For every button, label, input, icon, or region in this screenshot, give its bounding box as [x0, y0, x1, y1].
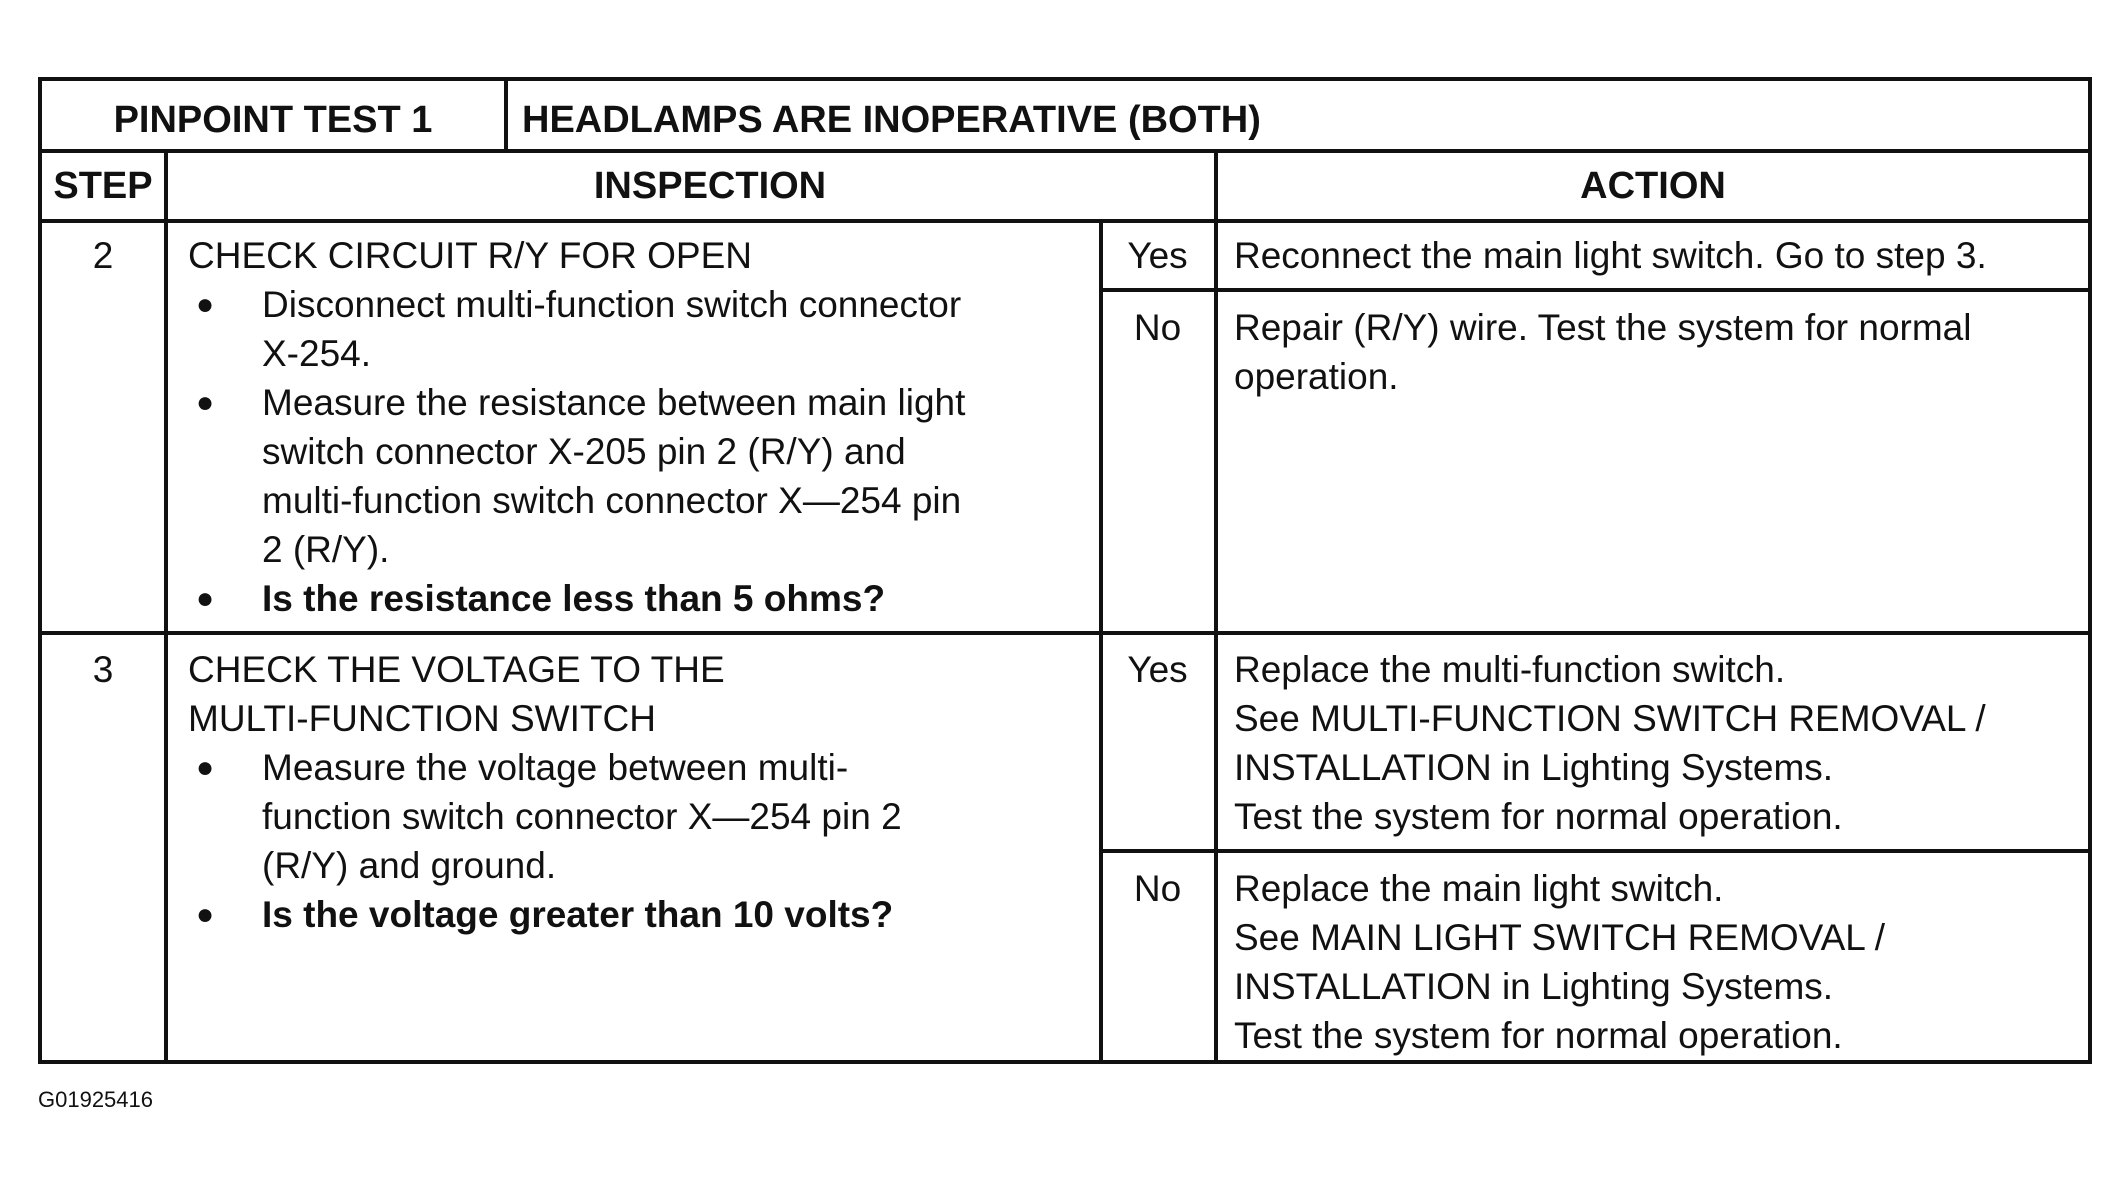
action-column-divider [1214, 149, 1218, 1064]
yes-no-rule [1099, 288, 2088, 292]
result-yes-label: Yes [1127, 649, 1188, 690]
list-item: ● Measure the resistance between main light switch connector X-205 pin 2 (R/Y) and multi-function switch connector X—254 pin 2 (R/Y). [188, 378, 968, 574]
bullet-icon: ● [196, 898, 215, 931]
pinpoint-test-table [38, 77, 2092, 1064]
step-inspection [188, 645, 968, 939]
step-heading: CHECK CIRCUIT R/Y FOR OPEN [188, 235, 752, 276]
action-line: See MULTI-FUNCTION SWITCH REMOVAL / [1234, 698, 1986, 739]
test-label: PINPOINT TEST 1 [113, 99, 433, 141]
list-item: ● Disconnect multi-function switch connector X-254. [188, 280, 968, 378]
bullet-icon: ● [196, 582, 215, 615]
result-no-label: No [1133, 868, 1182, 909]
step-inspection [188, 231, 968, 623]
step-rule [42, 631, 2088, 635]
action-line: Test the system for normal operation. [1234, 1015, 1843, 1056]
inspection-list [188, 280, 968, 623]
step-number: 2 [92, 235, 114, 276]
result-no-label: No [1133, 307, 1182, 348]
title-divider [504, 81, 508, 153]
step-column-divider [164, 149, 168, 1064]
list-item: ● Measure the voltage between multi-function switch connector X—254 pin 2 (R/Y) and ground. [188, 743, 968, 890]
result-yes-label: Yes [1127, 235, 1188, 276]
yes-no-rule [1099, 849, 2088, 853]
figure-id: G01925416 [38, 1087, 153, 1112]
result-yes-action [1234, 645, 2084, 841]
bullet-icon: ● [196, 751, 215, 784]
bullet-icon: ● [196, 288, 215, 321]
step-heading: CHECK THE VOLTAGE TO THE [188, 649, 725, 690]
result-yes-action: Reconnect the main light switch. Go to step 3. [1234, 235, 1987, 276]
bullet-icon: ● [196, 386, 215, 419]
test-title: HEADLAMPS ARE INOPERATIVE (BOTH) [522, 99, 1261, 141]
step-number: 3 [92, 649, 114, 690]
list-item-question: ● Is the resistance less than 5 ohms? [188, 574, 968, 623]
header-rule [42, 219, 2088, 223]
action-line: Replace the multi-function switch. [1234, 649, 1786, 690]
column-header-inspection: INSPECTION [593, 165, 827, 207]
list-item-question: ● Is the voltage greater than 10 volts? [188, 890, 968, 939]
column-header-step: STEP [53, 165, 153, 207]
step-heading: MULTI-FUNCTION SWITCH [188, 698, 656, 739]
result-no-action [1234, 864, 2084, 1060]
action-line: INSTALLATION in Lighting Systems. [1234, 966, 1834, 1007]
action-line: INSTALLATION in Lighting Systems. [1234, 747, 1834, 788]
result-no-action: Repair (R/Y) wire. Test the system for normal operation. [1234, 307, 1972, 397]
action-line: Test the system for normal operation. [1234, 796, 1843, 837]
action-line: See MAIN LIGHT SWITCH REMOVAL / [1234, 917, 1886, 958]
action-line: Replace the main light switch. [1234, 868, 1724, 909]
inspection-list [188, 743, 968, 939]
column-header-action: ACTION [1580, 165, 1726, 207]
